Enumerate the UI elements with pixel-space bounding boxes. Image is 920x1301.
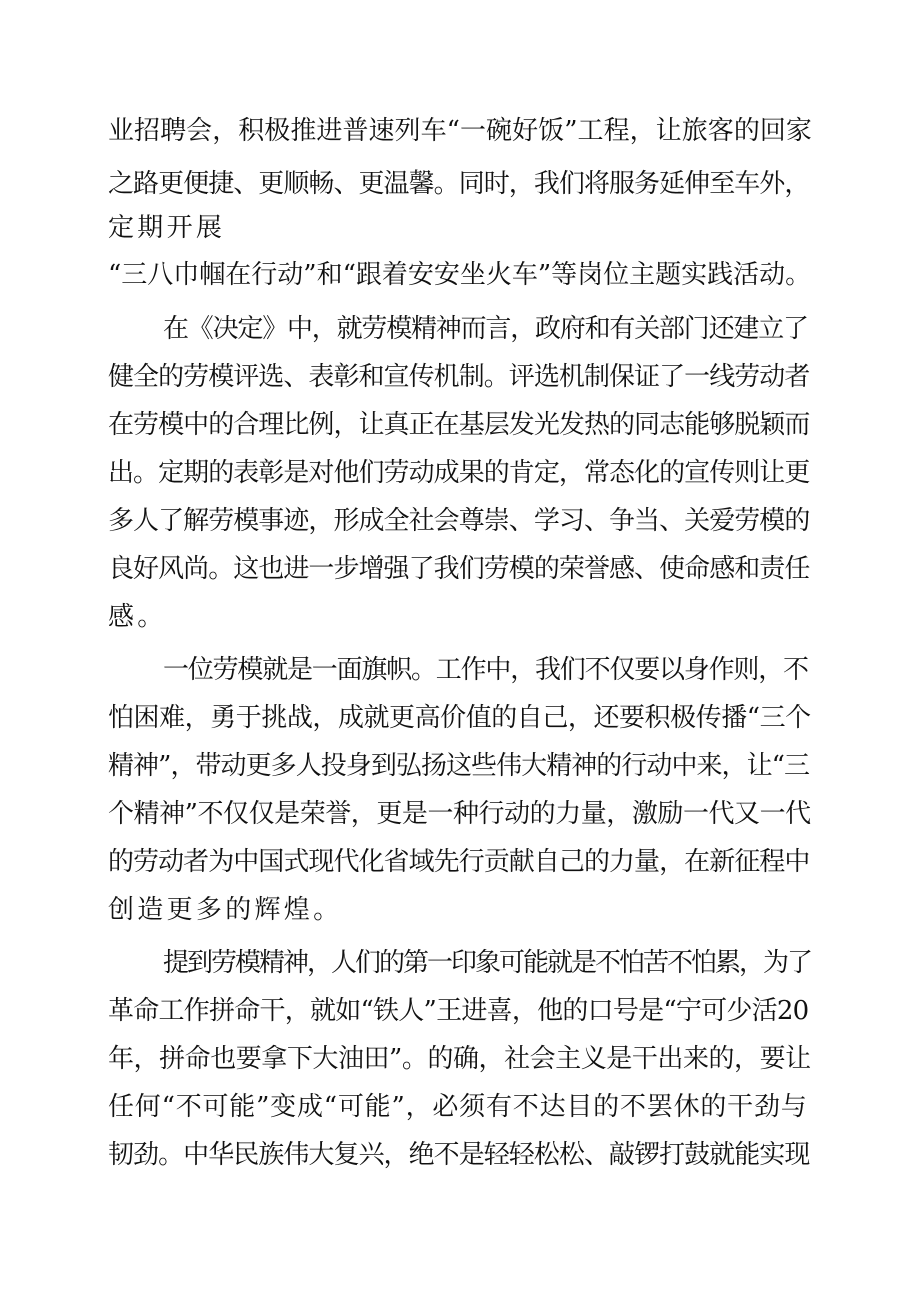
text-line: 创造更多的辉煌。 bbox=[108, 895, 343, 925]
text-line: 业招聘会，积极推进普速列车“一碗好饭”工程，让旅客的回家 bbox=[108, 116, 812, 146]
text-line: 精神”，带动更多人投身到弘扬这些伟大精神的行动中来，让“三 bbox=[108, 751, 810, 781]
paragraph-first-line: 提到劳模精神，人们的第一印象可能就是不怕苦不怕累，为了 bbox=[163, 948, 812, 978]
text-line: 年，拼命也要拿下大油田”。的确，社会主义是干出来的，要让 bbox=[108, 1044, 811, 1074]
text-line: 之路更便捷、更顺畅、更温馨。同时，我们将服务延伸至车外， bbox=[108, 169, 810, 199]
text-line: 任何“不可能”变成“可能”，必须有不达目的不罢休的干劲与 bbox=[108, 1092, 808, 1122]
text-line: 在劳模中的合理比例，让真正在基层发光发热的同志能够脱颖而 bbox=[108, 410, 810, 440]
text-line: 的劳动者为中国式现代化省域先行贡献自己的力量，在新征程中 bbox=[108, 847, 810, 877]
text-line: 韧劲。中华民族伟大复兴，绝不是轻轻松松、敲锣打鼓就能实现 bbox=[108, 1140, 810, 1170]
text-line: 良好风尚。这也进一步增强了我们劳模的荣誉感、使命感和责任 bbox=[108, 554, 810, 584]
text-line: 出。定期的表彰是对他们劳动成果的肯定，常态化的宣传则让更 bbox=[108, 458, 810, 488]
text-line: 健全的劳模评选、表彰和宣传机制。评选机制保证了一线劳动者 bbox=[108, 362, 810, 392]
text-line: 多人了解劳模事迹，形成全社会尊崇、学习、争当、关爱劳模的 bbox=[108, 506, 810, 536]
text-line: “三八巾帼在行动”和“跟着安安坐火车”等岗位主题实践活动。 bbox=[108, 260, 812, 290]
paragraph-first-line: 在《决定》中，就劳模精神而言，政府和有关部门还建立了 bbox=[163, 314, 808, 344]
text-line: 革命工作拼命干，就如“铁人”王进喜，他的口号是“宁可少活20 bbox=[108, 996, 809, 1026]
text-line: 个精神”不仅仅是荣誉，更是一种行动的力量，激励一代又一代 bbox=[108, 799, 811, 829]
text-line: 感。 bbox=[108, 602, 167, 632]
text-line: 定期开展 bbox=[108, 213, 226, 243]
paragraph-first-line: 一位劳模就是一面旗帜。工作中，我们不仅要以身作则，不 bbox=[163, 655, 808, 685]
text-line: 怕困难，勇于挑战，成就更高价值的自己，还要积极传播“三个 bbox=[108, 703, 811, 733]
